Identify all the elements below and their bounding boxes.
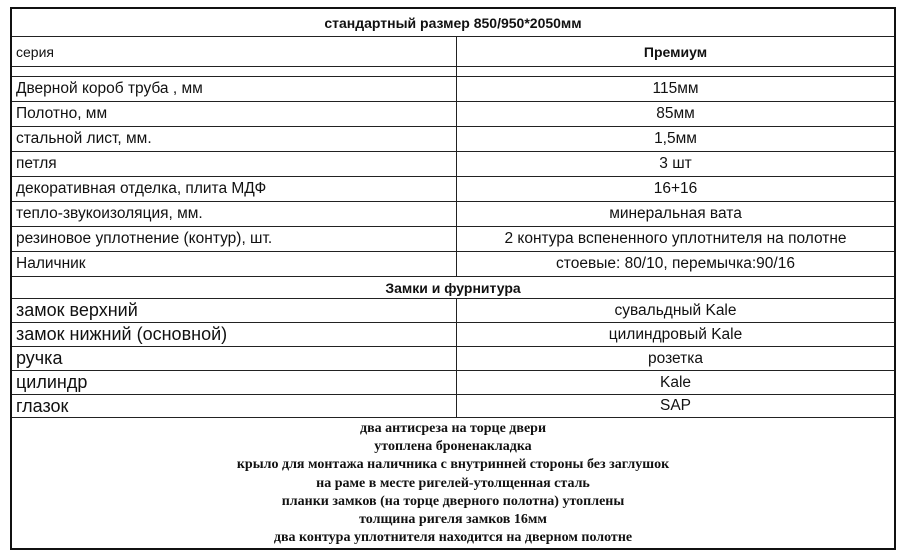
lock-label: замок верхний — [12, 299, 457, 322]
table-row — [12, 77, 894, 102]
notes-block — [12, 418, 894, 548]
spec-label: Дверной короб труба , мм — [12, 77, 457, 101]
spec-value: 115мм — [652, 80, 699, 97]
table-row — [12, 152, 894, 177]
table-row — [12, 323, 894, 347]
spacer-right — [457, 67, 894, 76]
note-line: крыло для монтажа наличника с внутринней стороны без заглушок — [236, 457, 670, 473]
spec-label: Наличник — [12, 252, 457, 276]
table-row — [12, 395, 894, 418]
table-row — [12, 371, 894, 395]
note-line: на раме в месте ригелей-утолщенная сталь — [316, 475, 590, 491]
table-row — [12, 127, 894, 152]
spec-label: петля — [12, 152, 457, 176]
lock-label: глазок — [12, 395, 457, 417]
spec-label: декоративная отделка, плита МДФ — [12, 177, 457, 201]
spec-label: тепло-звукоизоляция, мм. — [12, 202, 457, 226]
table-row — [12, 102, 894, 127]
spec-value: 2 контура вспененного уплотнителя на полотне — [504, 230, 847, 247]
table-row — [12, 227, 894, 252]
lock-value: SAP — [659, 397, 691, 414]
lock-label: цилиндр — [12, 371, 457, 394]
spec-value: 1,5мм — [654, 130, 697, 147]
table-row — [12, 177, 894, 202]
note-line: толщина ригеля замков 16мм — [359, 511, 547, 527]
series-row — [12, 37, 894, 67]
note-line: планки замков (на торце дверного полотна) утоплены — [281, 493, 625, 509]
table-title: стандартный размер 850/950*2050мм — [324, 14, 582, 31]
table-row — [12, 252, 894, 277]
series-value: Премиум — [643, 43, 708, 60]
note-line: два антисреза на торце двери — [359, 421, 547, 436]
lock-label: ручка — [12, 347, 457, 370]
spec-value: 3 шт — [659, 155, 692, 172]
lock-label: замок нижний (основной) — [12, 323, 457, 346]
table-row — [12, 299, 894, 323]
table-row — [12, 202, 894, 227]
spacer-left — [12, 67, 457, 76]
section-row — [12, 277, 894, 299]
section-title: Замки и фурнитура — [385, 279, 521, 296]
note-line: два контура уплотнителя находится на дверном полотне — [273, 530, 633, 546]
lock-value: цилиндровый Kale — [608, 325, 743, 343]
spacer-row — [12, 67, 894, 77]
spec-value: 85мм — [656, 105, 695, 122]
spec-table — [10, 7, 896, 550]
spec-label: стальной лист, мм. — [12, 127, 457, 151]
spec-value: 16+16 — [653, 180, 698, 197]
spec-value: стоевые: 80/10, перемычка:90/16 — [556, 255, 795, 272]
spec-label: резиновое уплотнение (контур), шт. — [12, 227, 457, 251]
spec-label: Полотно, мм — [12, 102, 457, 126]
note-line: утоплена броненакладка — [374, 439, 532, 455]
series-label: серия — [12, 37, 457, 66]
lock-value: Kale — [659, 373, 692, 391]
spec-value: минеральная вата — [609, 205, 742, 222]
lock-value: розетка — [648, 349, 703, 367]
lock-value: сувальдный Kale — [614, 301, 737, 319]
table-row — [12, 347, 894, 371]
title-row — [12, 9, 894, 37]
